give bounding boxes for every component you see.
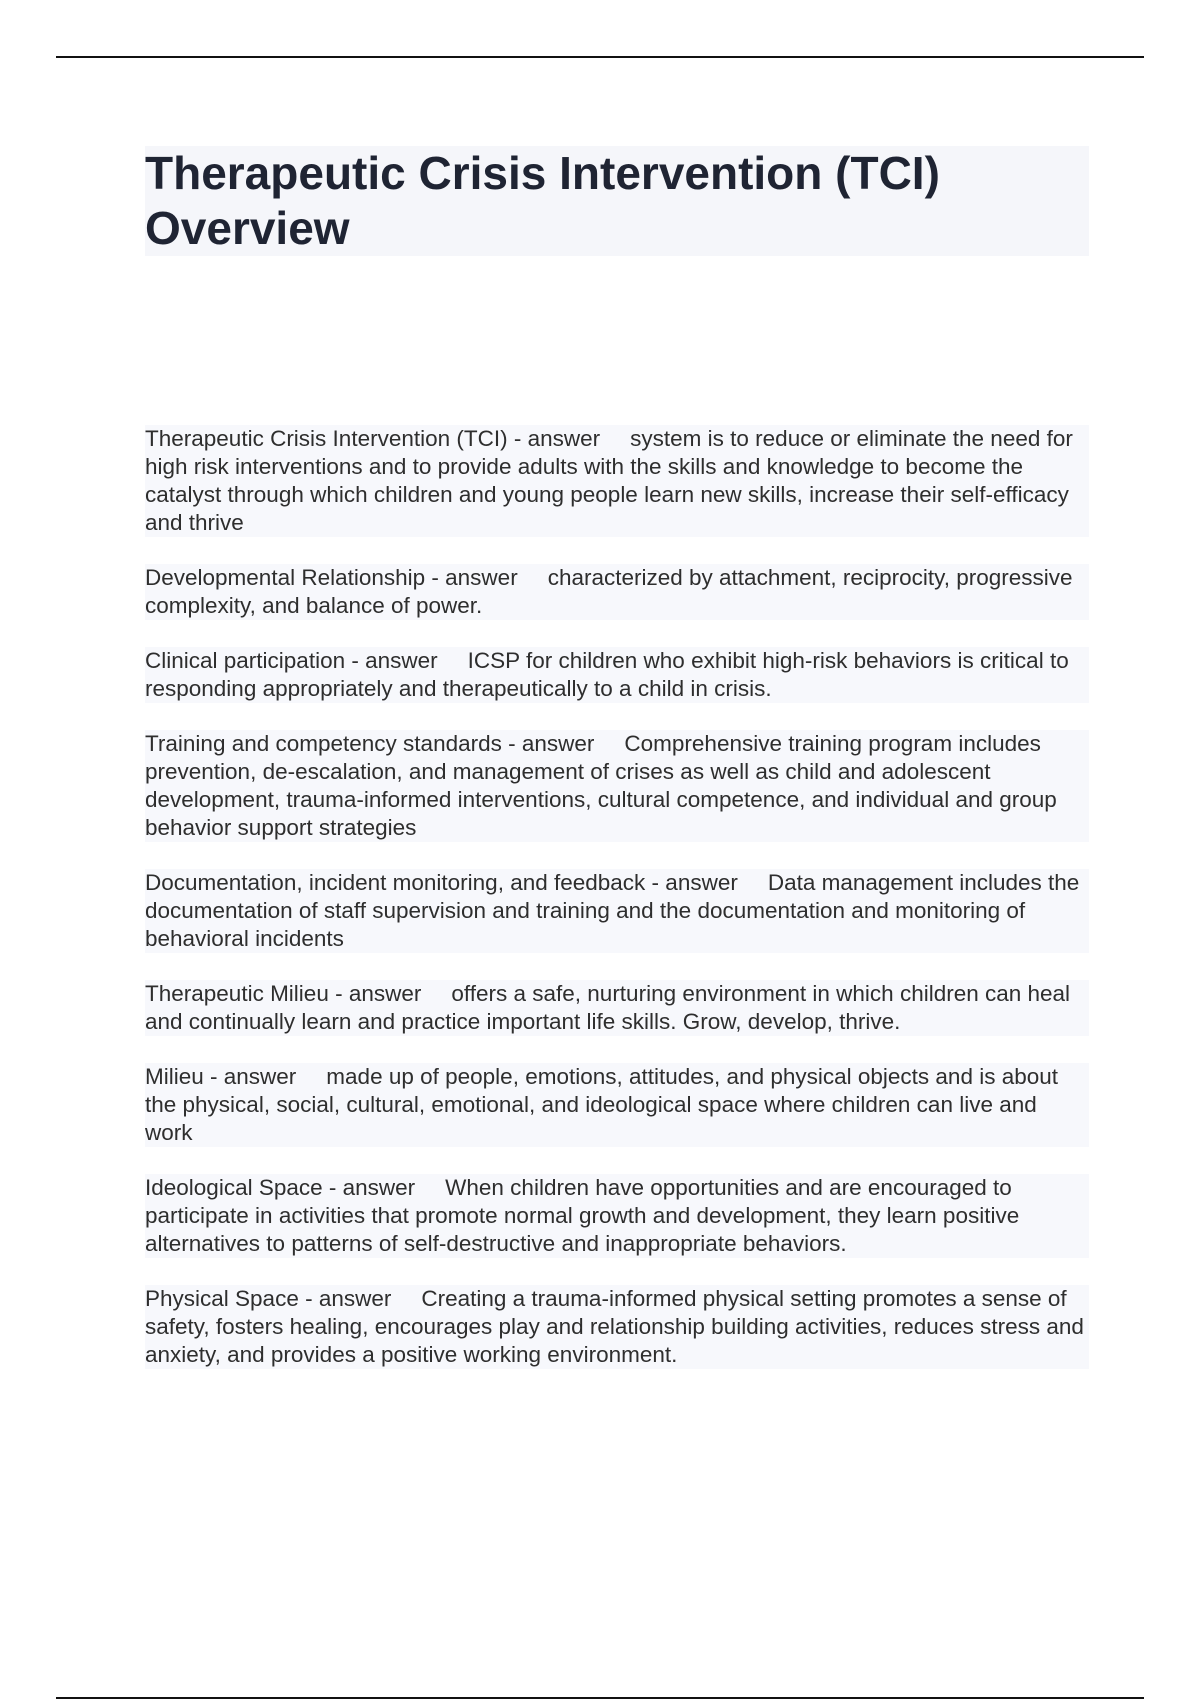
entry-term: Documentation, incident monitoring, and feedback - answer [145,870,738,895]
entry-definition: system is to reduce or eliminate the need for high risk interventions and to provide adults with the skills and knowledge to become the catalyst through which children and young people learn new skills, increase their self-efficacy and thrive [145,426,1073,535]
title-block [145,146,1089,256]
entry-definition: characterized by attachment, reciprocity, progressive complexity, and balance of power. [145,565,1073,618]
entry-definition: Creating a trauma-informed physical setting promotes a sense of safety, fosters healing, encourages play and relationship building activities, reduces stress and anxiety, and provides a positive working environment. [145,1286,1084,1367]
entry-term: Milieu - answer [145,1064,297,1089]
entry-definition: When children have opportunities and are encouraged to participate in activities that promote normal growth and development, they learn positive alternatives to patterns of self-destructive and inappropriate behaviors. [145,1175,1020,1256]
footer-rule [56,1697,1144,1699]
entry-term: Therapeutic Milieu - answer [145,981,422,1006]
list-item [145,564,1089,620]
list-item [145,1174,1089,1258]
list-item [145,1285,1089,1369]
list-item [145,1063,1089,1147]
header-rule [56,56,1144,58]
entry-term: Training and competency standards - answer [145,731,595,756]
page-title: Therapeutic Crisis Intervention (TCI) Overview [145,147,940,254]
entry-term: Physical Space - answer [145,1286,392,1311]
entry-list [145,425,1089,1396]
entry-term: Therapeutic Crisis Intervention (TCI) - answer [145,426,601,451]
entry-term: Ideological Space - answer [145,1175,416,1200]
entry-definition: ICSP for children who exhibit high-risk behaviors is critical to responding appropriately and therapeutically to a child in crisis. [145,648,1069,701]
entry-definition: offers a safe, nurturing environment in which children can heal and continually learn and practice important life skills. Grow, develop, thrive. [145,981,1071,1034]
entry-term: Developmental Relationship - answer [145,565,518,590]
entry-term: Clinical participation - answer [145,648,438,673]
entry-definition: Data management includes the documentation of staff supervision and training and the documentation and monitoring of behavioral incidents [145,870,1080,951]
list-item [145,647,1089,703]
list-item [145,869,1089,953]
list-item [145,425,1089,537]
list-item [145,980,1089,1036]
entry-definition: Comprehensive training program includes prevention, de-escalation, and management of crises as well as child and adolescent development, trauma-informed interventions, cultural competence, and individual and group behavior support strategies [145,731,1057,840]
entry-definition: made up of people, emotions, attitudes, and physical objects and is about the physical, social, cultural, emotional, and ideological space where children can live and work [145,1064,1059,1145]
list-item [145,730,1089,842]
